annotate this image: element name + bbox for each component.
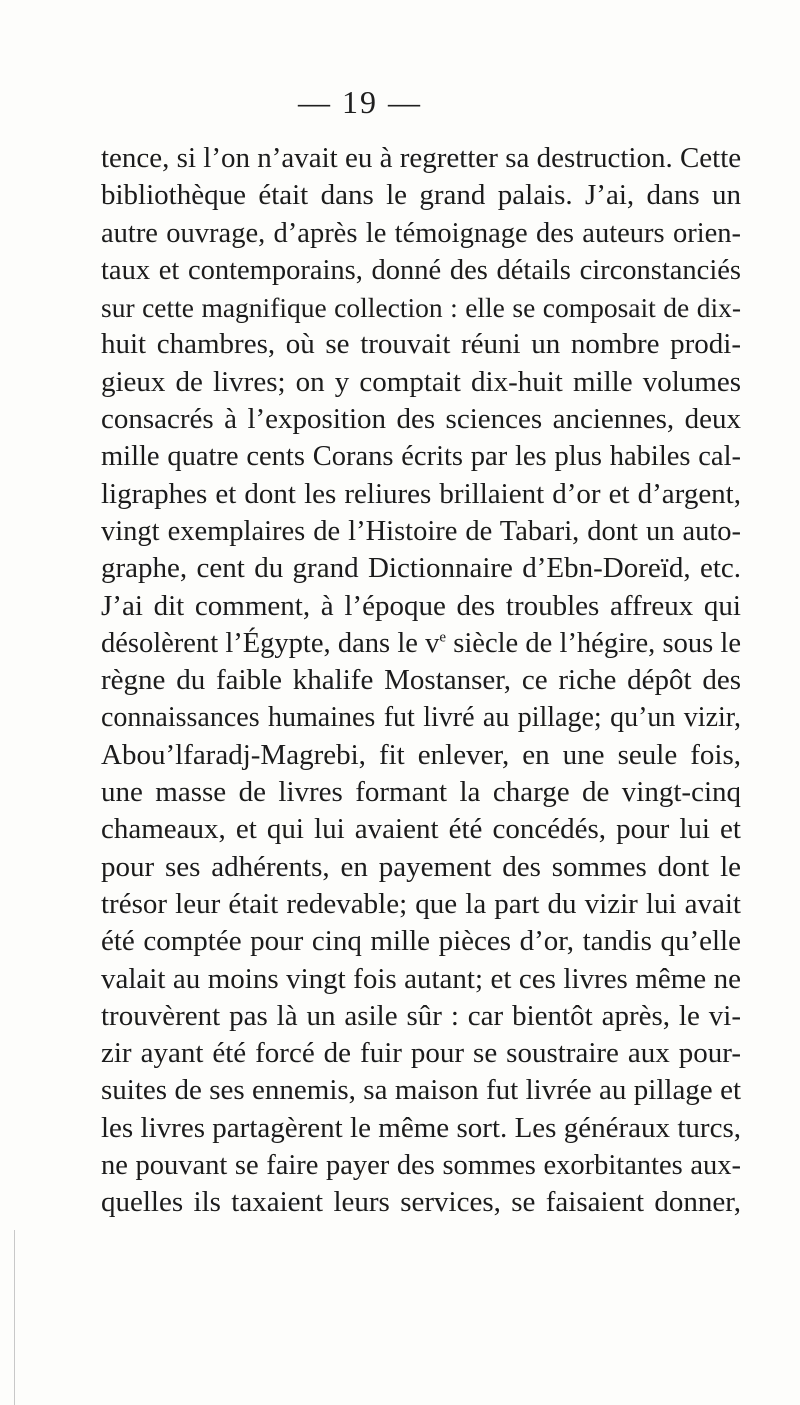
text-line: trouvèrent pas là un asile sûr : car bientôt après, le vi- (101, 999, 741, 1032)
text-line: gieux de livres; on y comptait dix-huit mille volumes (101, 365, 741, 398)
text-line: ligraphes et dont les reliures brillaient d’or et d’argent, (101, 477, 741, 510)
text-line: sur cette magnifique collection : elle se composait de dix- (101, 292, 741, 324)
text-line: J’ai dit comment, à l’époque des troubles affreux qui (101, 589, 741, 622)
text-line: vingt exemplaires de l’Histoire de Tabari, dont un auto- (101, 515, 741, 547)
text-line: pour ses adhérents, en payement des sommes dont le (101, 850, 741, 883)
text-line: tence, si l’on n’avait eu à regretter sa destruction. Cette (101, 142, 742, 174)
text-line: les livres partagèrent le même sort. Les généraux turcs, (101, 1111, 741, 1144)
text-line: Abou’lfaradj-Magrebi, fit enlever, en une seule fois, (101, 738, 741, 771)
text-line: taux et contemporains, donné des détails circonstanciés (101, 254, 741, 286)
text-line: consacrés à l’exposition des sciences anciennes, deux (101, 403, 741, 436)
text-line: valait au moins vingt fois autant; et ces livres même ne (101, 962, 741, 995)
text-line: connaissances humaines fut livré au pillage; qu’un vizir, (101, 702, 741, 734)
text-line: zir ayant été forcé de fuir pour se soustraire aux pour- (101, 1037, 741, 1070)
text-line: bibliothèque était dans le grand palais. J’ai, dans un (101, 179, 741, 212)
text-line: désolèrent l’Égypte, dans le $v^e$ siècle de l’hégire, sous le (101, 627, 741, 659)
text-line: chameaux, et qui lui avaient été concédés, pour lui et (101, 813, 741, 846)
text-line: règne du faible khalife Mostanser, ce riche dépôt des (101, 664, 741, 697)
page-edge-mark (14, 1230, 15, 1405)
page-number: — 19 — (298, 84, 422, 120)
text-line: mille quatre cents Corans écrits par les plus habiles cal- (101, 441, 741, 473)
body-text (101, 140, 741, 1222)
text-line: ne pouvant se faire payer des sommes exorbitantes aux- (101, 1150, 741, 1182)
text-line: suites de ses ennemis, sa maison fut livrée au pillage et (101, 1074, 741, 1107)
text-line: autre ouvrage, d’après le témoignage des auteurs orien- (101, 217, 741, 249)
text-line: graphe, cent du grand Dictionnaire d’Ebn-Doreïd, etc. (101, 552, 741, 585)
text-line: une masse de livres formant la charge de vingt-cinq (101, 776, 741, 809)
text-line: été comptée pour cinq mille pièces d’or, tandis qu’elle (101, 925, 741, 958)
text-line: trésor leur était redevable; que la part du vizir lui avait (101, 887, 741, 920)
text-line: quelles ils taxaient leurs services, se faisaient donner, (101, 1186, 741, 1219)
text-line: huit chambres, où se trouvait réuni un nombre prodi- (101, 328, 741, 361)
